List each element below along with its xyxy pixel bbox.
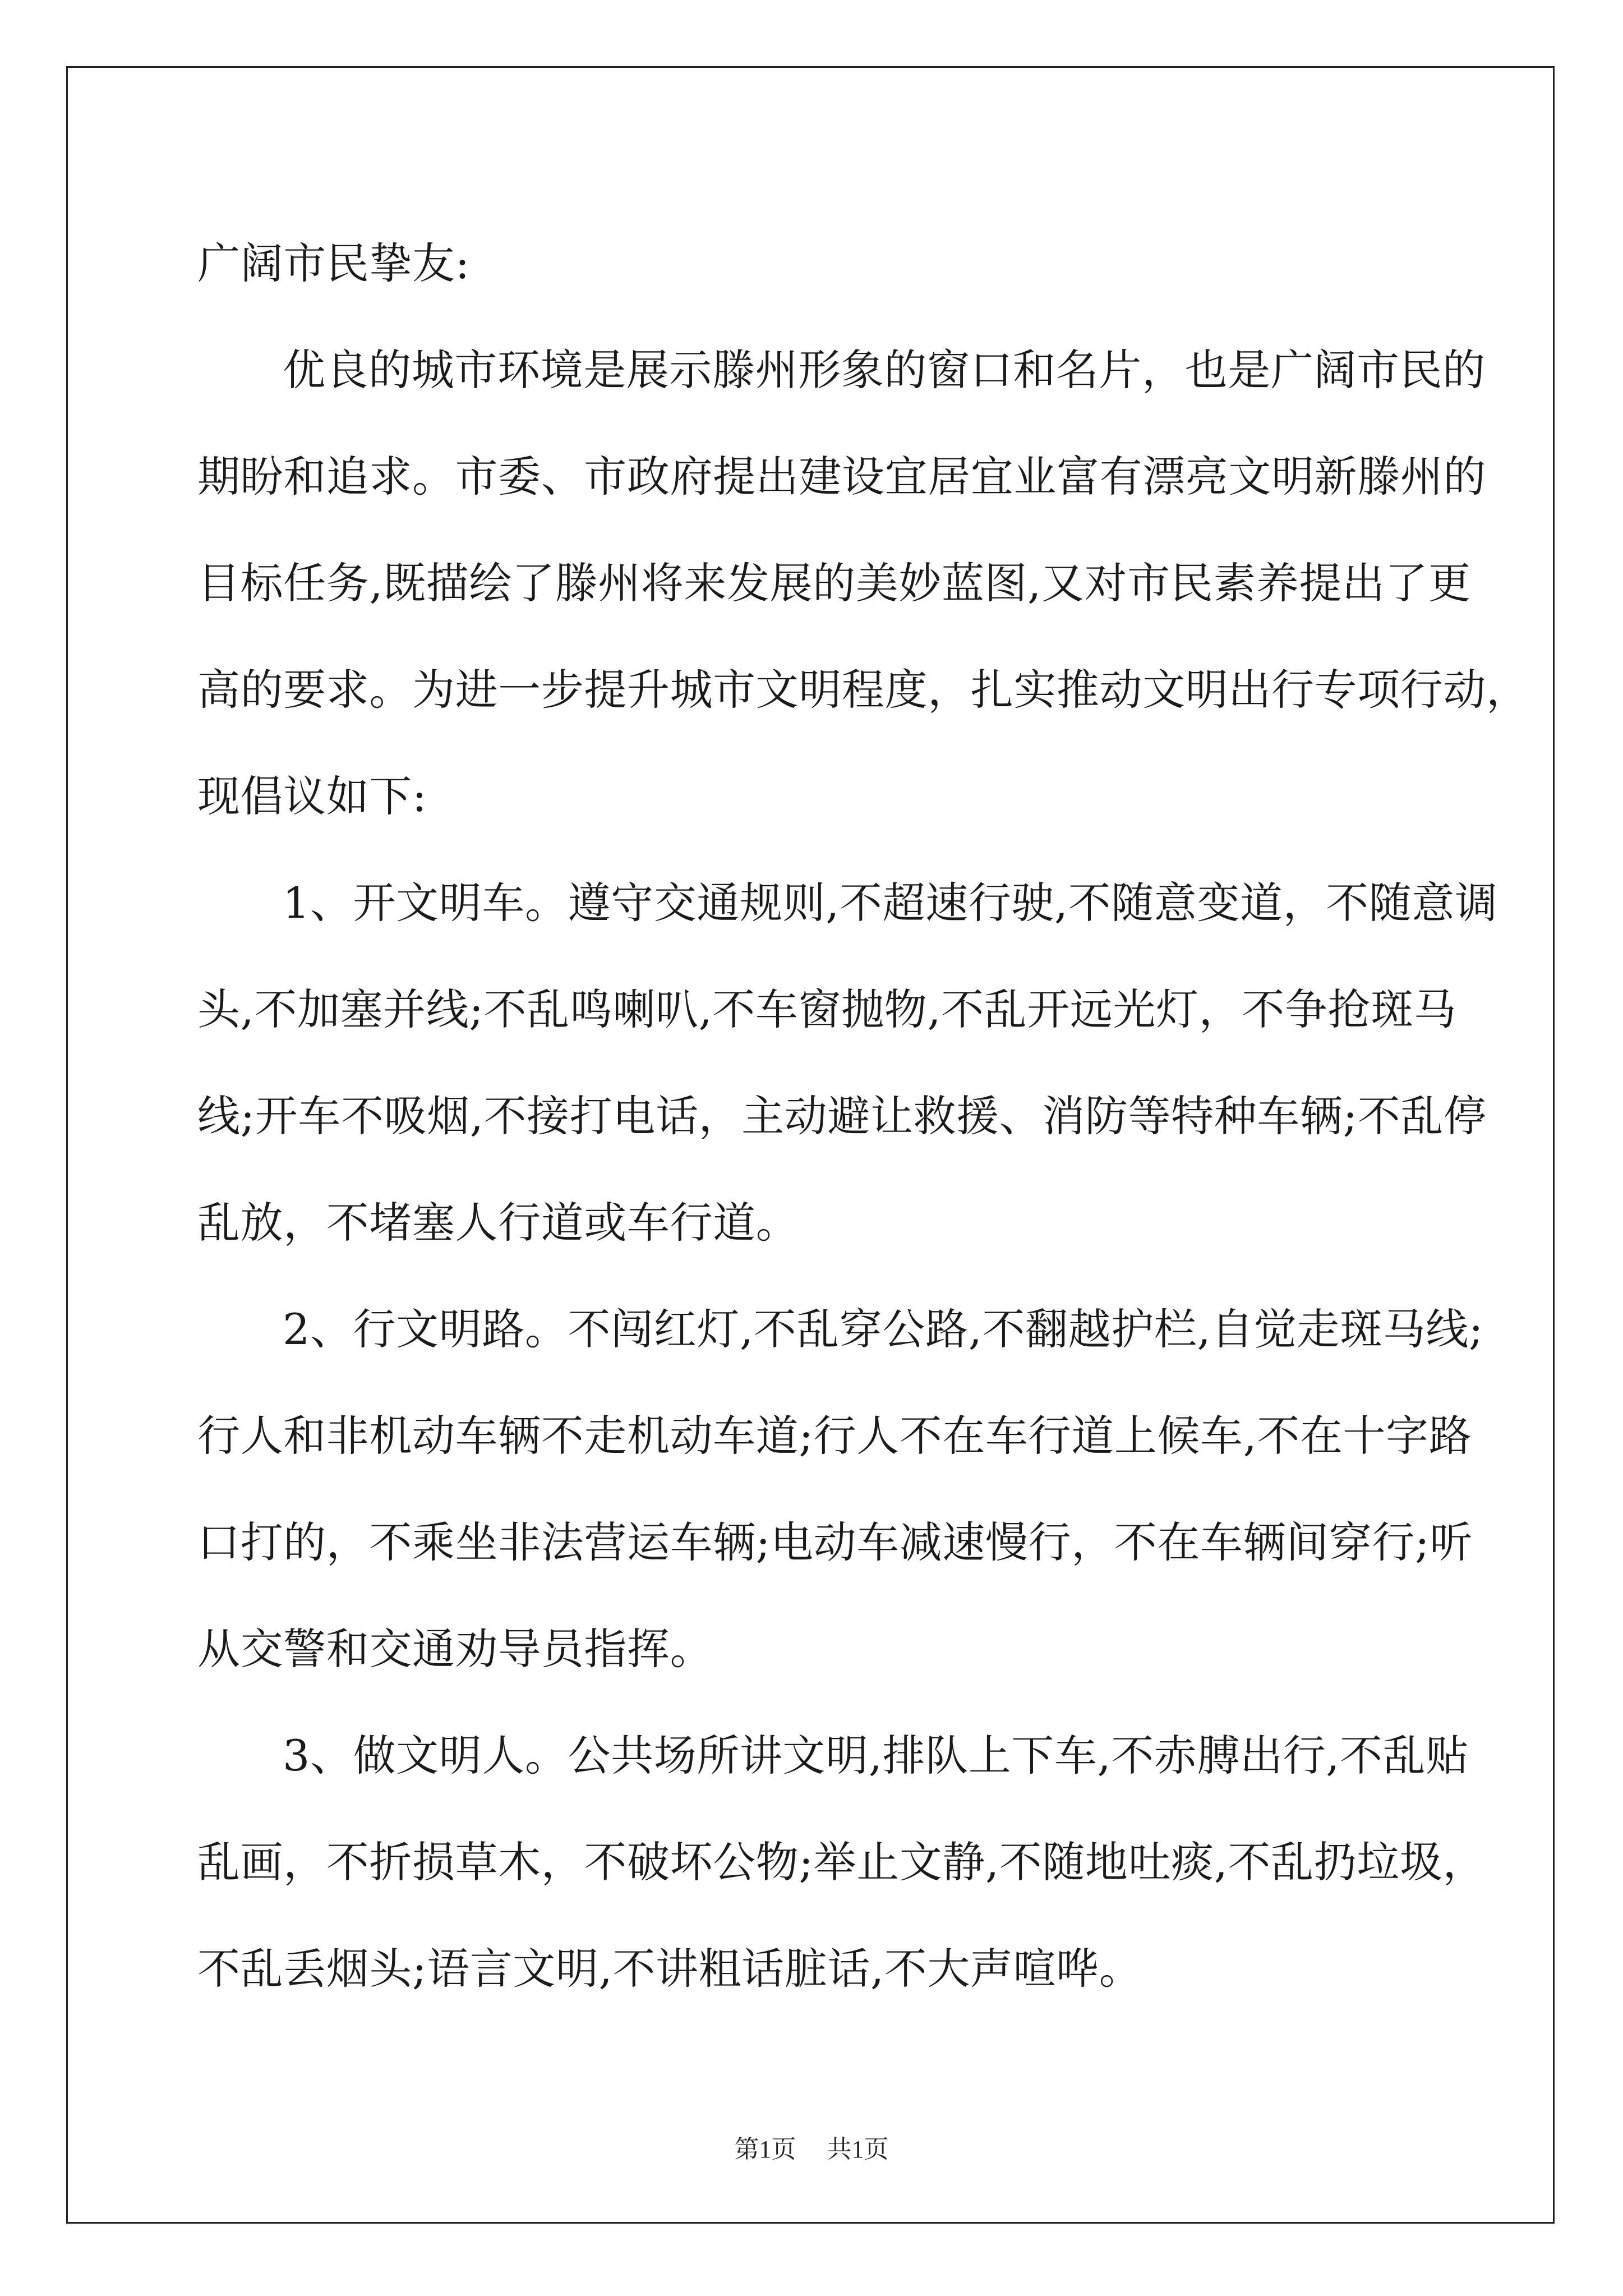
greeting-line: 广阔市民挚友:: [197, 238, 470, 288]
paragraph-line: 现倡议如下:: [197, 771, 427, 821]
page-footer: [0, 2129, 1623, 2165]
paragraph-line: 优良的城市环境是展示滕州形象的窗口和名片，也是广阔市民的: [283, 345, 1486, 395]
page-number-total: 共1页: [827, 2136, 889, 2163]
paragraph-line: 乱画，不折损草木，不破坏公物;举止文静,不随地吐痰,不乱扔垃圾，: [197, 1837, 1486, 1887]
paragraph-line: 期盼和追求。市委、市政府提出建设宜居宜业富有漂亮文明新滕州的: [197, 452, 1486, 501]
paragraph-line: 头,不加塞并线;不乱鸣喇叭,不车窗抛物,不乱开远光灯，不争抢斑马: [197, 984, 1457, 1034]
paragraph-line: 线;开车不吸烟,不接打电话，主动避让救援、消防等特种车辆;不乱停: [197, 1091, 1487, 1141]
paragraph-line: 乱放，不堵塞人行道或车行道。: [197, 1198, 799, 1248]
document-body: [197, 210, 1529, 2022]
paragraph-item-2: [197, 1276, 1484, 1703]
paragraph-item-1: [197, 850, 1498, 1276]
paragraph-line: 口打的，不乘坐非法营运车辆;电动车减速慢行，不在车辆间穿行;听: [197, 1517, 1473, 1567]
paragraph-item-3: [197, 1703, 1486, 2022]
paragraph-line: 从交警和交通劝导员指挥。: [197, 1624, 713, 1674]
paragraph-line: 3、做文明人。公共场所讲文明,排队上下车,不赤膊出行,不乱贴: [283, 1731, 1469, 1780]
paragraph-line: 1、开文明车。遵守交通规则,不超速行驶,不随意变道，不随意调: [283, 878, 1498, 928]
page-number-current: 第1页: [734, 2136, 796, 2163]
paragraph-line: 目标任务,既描绘了滕州将来发展的美妙蓝图,又对市民素养提出了更: [197, 558, 1471, 608]
paragraph-line: 2、行文明路。不闯红灯,不乱穿公路,不翻越护栏,自觉走斑马线;: [283, 1304, 1484, 1354]
paragraph-intro: [197, 317, 1529, 850]
paragraph-line: 不乱丢烟头;语言文明,不讲粗话脏话,不大声喧哗。: [197, 1944, 1142, 1994]
paragraph-line: 行人和非机动车辆不走机动车道;行人不在车行道上候车,不在十字路: [197, 1411, 1472, 1461]
paragraph-line: 高的要求。为进一步提升城市文明程度，扎实推动文明出行专项行动，: [197, 665, 1529, 715]
